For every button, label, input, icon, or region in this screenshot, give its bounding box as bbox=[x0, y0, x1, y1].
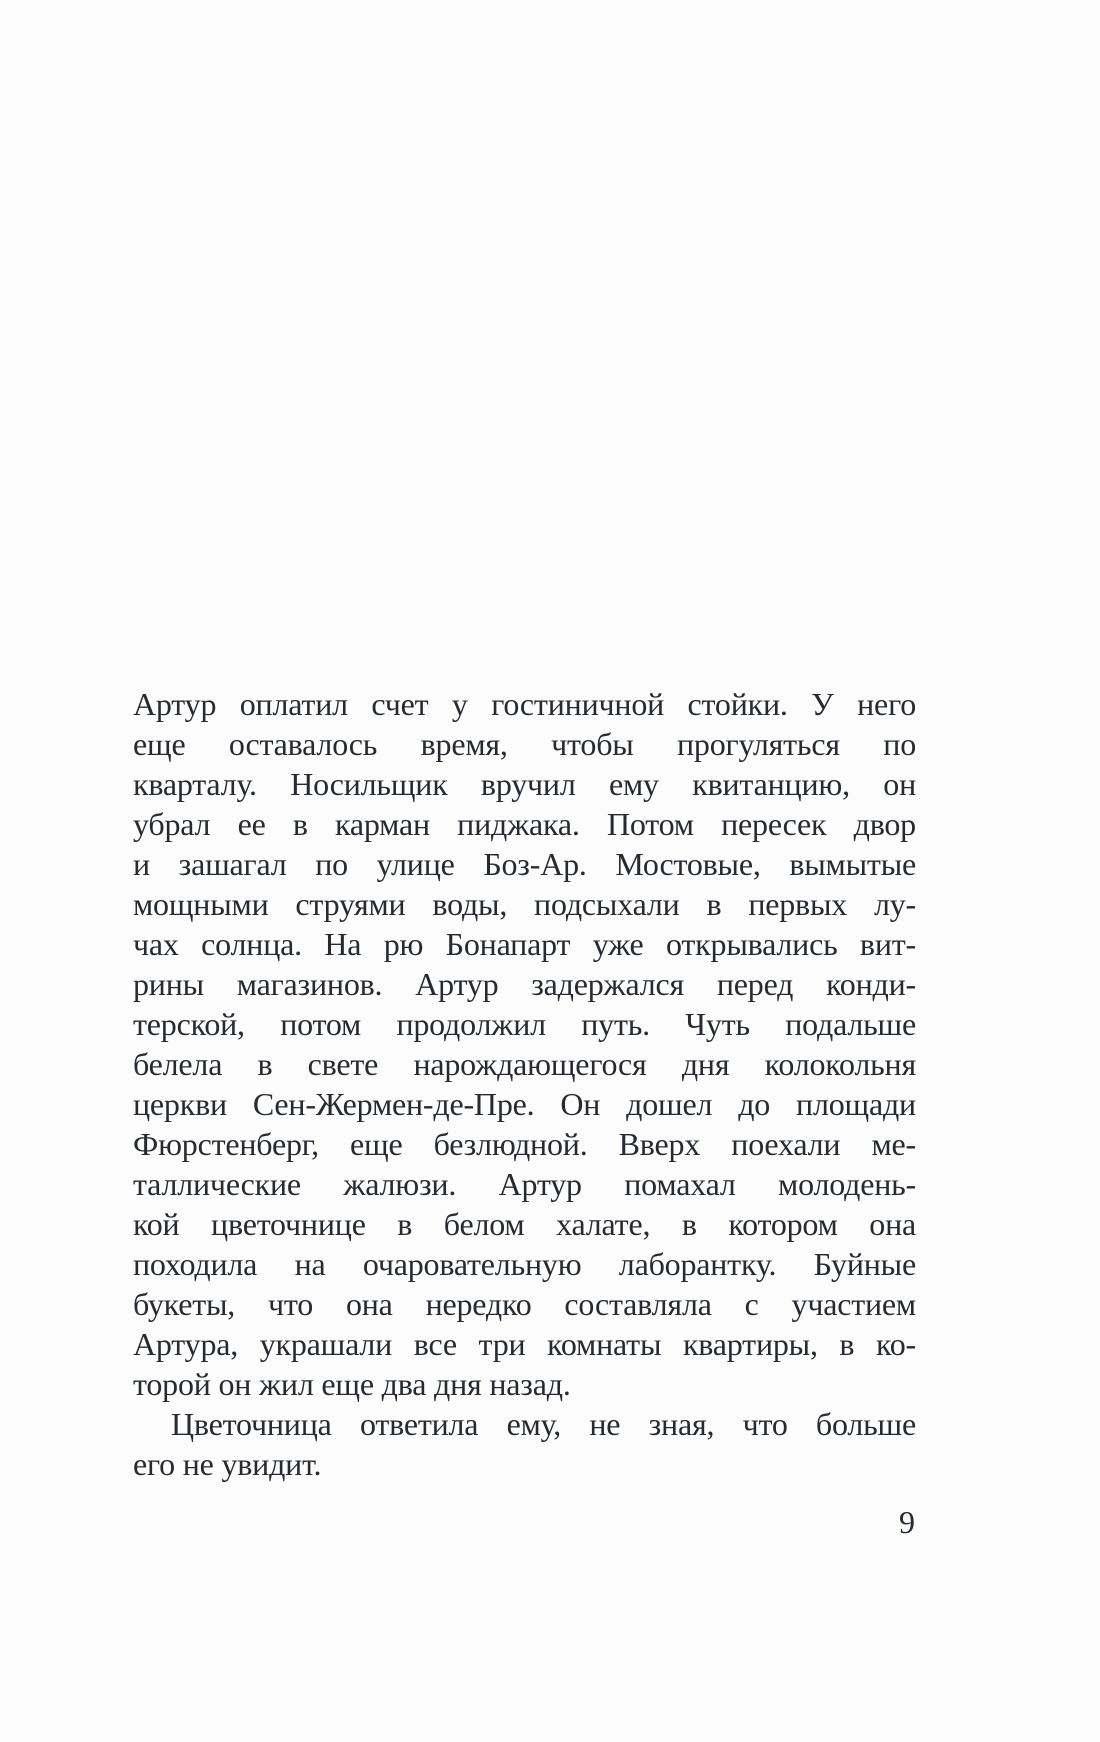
page-number: 9 bbox=[899, 1504, 915, 1540]
text-line: букеты, что она нередко составляла с участием bbox=[133, 1286, 916, 1322]
text-line: его не увидит. bbox=[133, 1446, 322, 1482]
text-line: таллические жалюзи. Артур помахал молодень- bbox=[133, 1166, 916, 1202]
text-line: Фюрстенберг, еще безлюдной. Вверх поехали ме- bbox=[133, 1126, 916, 1162]
paragraph bbox=[133, 1404, 916, 1484]
text-line: Артура, украшали все три комнаты квартиры, в ко- bbox=[133, 1326, 916, 1362]
text-line: и зашагал по улице Боз-Ар. Мостовые, вымытые bbox=[133, 846, 916, 882]
text-line: белела в свете нарождающегося дня колокольня bbox=[133, 1046, 916, 1082]
text-line: еще оставалось время, чтобы прогуляться по bbox=[133, 726, 916, 762]
text-line: кварталу. Носильщик вручил ему квитанцию, он bbox=[133, 766, 916, 802]
text-line: рины магазинов. Артур задержался перед конди- bbox=[133, 966, 916, 1002]
text-line: Артур оплатил счет у гостиничной стойки. У него bbox=[133, 686, 916, 722]
text-line: кой цветочнице в белом халате, в котором она bbox=[133, 1206, 916, 1242]
text-line: церкви Сен-Жермен-де-Пре. Он дошел до площади bbox=[133, 1086, 916, 1122]
paragraph bbox=[133, 684, 916, 1404]
text-line: терской, потом продолжил путь. Чуть подальше bbox=[133, 1006, 916, 1042]
text-line: чах солнца. На рю Бонапарт уже открывались вит- bbox=[133, 926, 916, 962]
text-line: Цветочница ответила ему, не зная, что больше bbox=[171, 1406, 916, 1442]
text-line: мощными струями воды, подсыхали в первых лу- bbox=[133, 886, 916, 922]
text-line: убрал ее в карман пиджака. Потом пересек двор bbox=[133, 806, 916, 842]
page-text-block bbox=[133, 684, 916, 1484]
text-line: походила на очаровательную лаборантку. Буйные bbox=[133, 1246, 916, 1282]
text-line: торой он жил еще два дня назад. bbox=[133, 1366, 571, 1402]
